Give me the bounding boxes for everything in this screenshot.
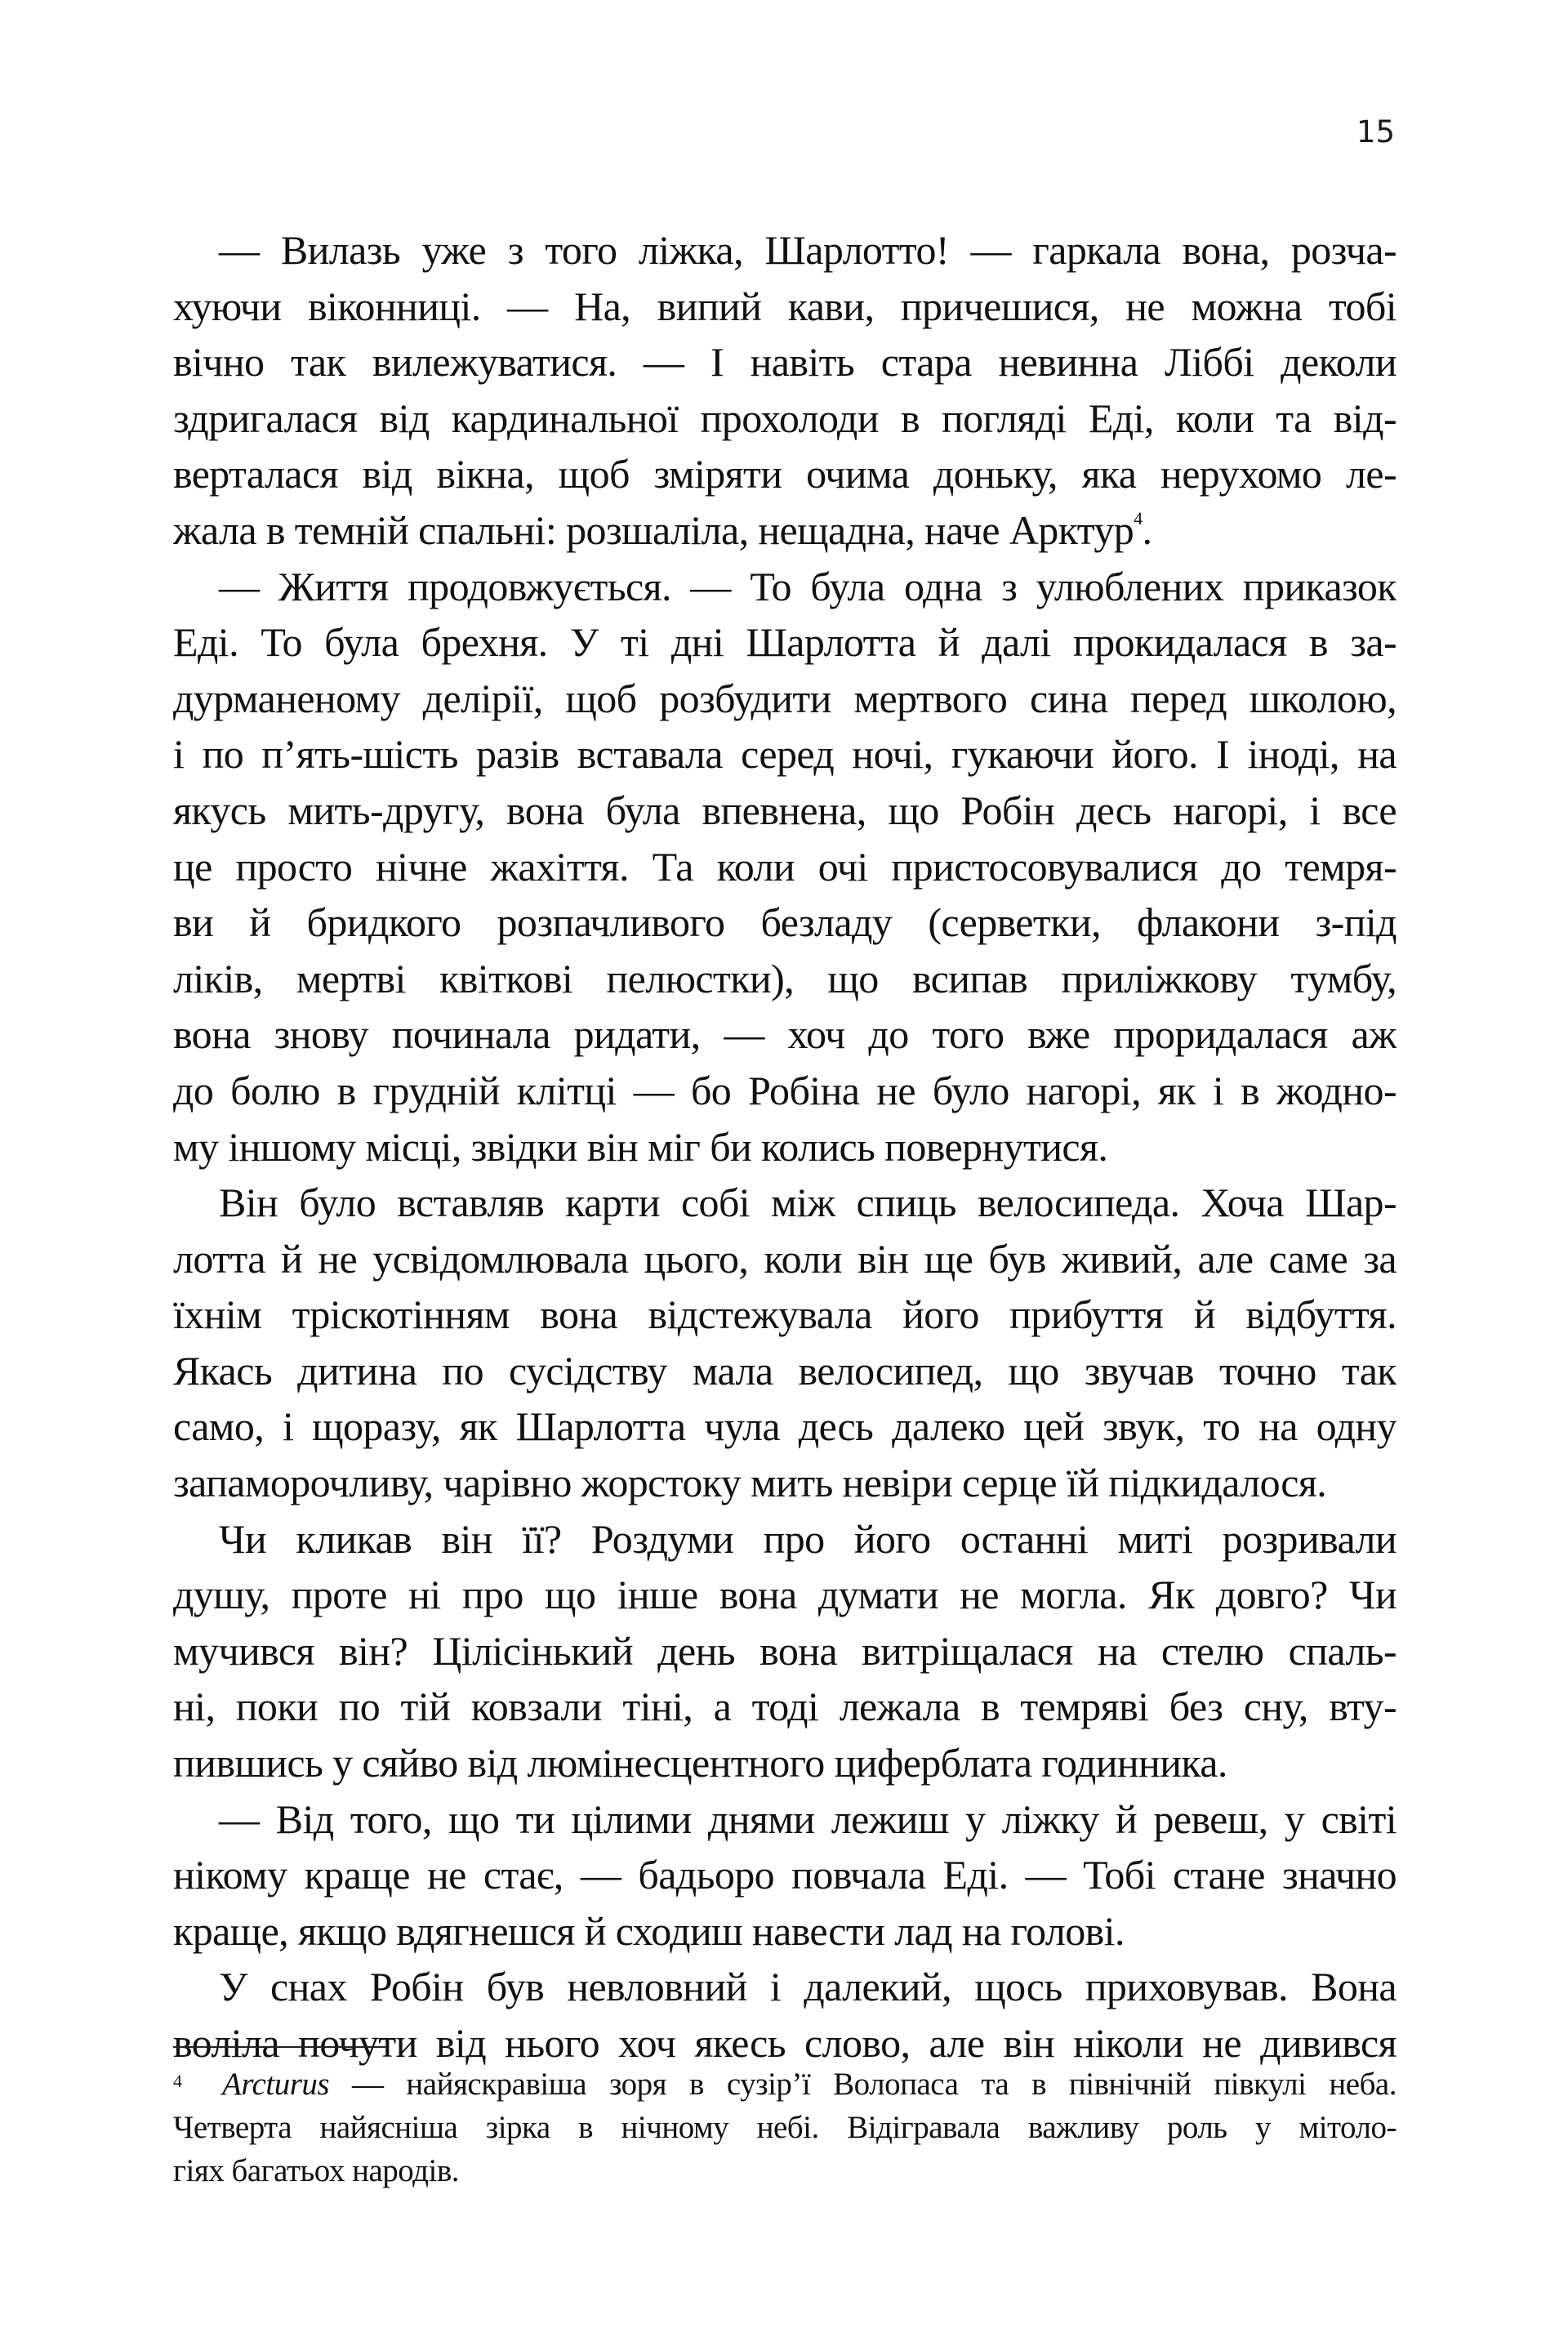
text-line-end: . bbox=[1142, 506, 1152, 553]
text-line: душу, проте ні про що інше вона думати не могла. Як довго? Чи bbox=[173, 1572, 1396, 1618]
text-line: ліків, мертві квіткові пелюстки), що всипав приліжкову тумбу, bbox=[173, 955, 1396, 1001]
text-line: їхнім тріскотінням вона відстежувала його прибуття й відбуття. bbox=[173, 1291, 1396, 1338]
text-line: ні, поки по тій ковзали тіні, а тоді лежала в темряві без сну, вту- bbox=[173, 1684, 1396, 1730]
footnote-line bbox=[222, 2063, 1396, 2106]
text-line: Еді. То була брехня. У ті дні Шарлотта й далі прокидалася в за- bbox=[173, 619, 1396, 666]
text-line: му іншому місці, звідки він міг би колись повернутися. bbox=[173, 1123, 1108, 1170]
footnote-term: Arcturus bbox=[222, 2067, 330, 2102]
text-line: лотта й не усвідомлювала цього, коли він ще був живий, але саме за bbox=[173, 1235, 1396, 1282]
footnote-reference: 4 bbox=[1134, 507, 1143, 529]
footnote bbox=[173, 2063, 1396, 2192]
text-line: здригалася від кардинальної прохолоди в погляді Еді, коли та від- bbox=[173, 395, 1396, 441]
footnote-line-rest: — найяскравіша зоря в сузір’ї Волопаса та в північній півкулі неба. bbox=[329, 2067, 1396, 2102]
footnote-divider bbox=[173, 2046, 385, 2048]
text-line: краще, якщо вдягнешся й сходиш навести лад на голові. bbox=[173, 1907, 1125, 1954]
text-line: верталася від вікна, щоб зміряти очима доньку, яка нерухомо ле- bbox=[173, 451, 1396, 497]
footnote-line: гіях багатьох народів. bbox=[173, 2153, 459, 2188]
main-text bbox=[173, 222, 1396, 2072]
text-line: до болю в грудній клітці — бо Робіна не було нагорі, як і в жодно- bbox=[173, 1067, 1396, 1113]
text-line: У снах Робін був невловний і далекий, щось приховував. Вона bbox=[219, 1964, 1396, 2010]
text-line: Чи кликав він її? Роздуми про його останні миті розривали bbox=[219, 1515, 1396, 1562]
text-line: само, і щоразу, як Шарлотта чула десь далеко цей звук, то на одну bbox=[173, 1403, 1396, 1450]
text-line-content: жала в темній спальні: розшаліла, нещадна, наче Арктур bbox=[173, 506, 1134, 553]
text-line: ви й бридкого розпачливого безладу (серветки, флакони з-під bbox=[173, 899, 1396, 946]
text-line: нікому краще не стає, — бадьоро повчала Еді. — Тобі стане значно bbox=[173, 1852, 1396, 1898]
text-line: воліла почути від нього хоч якесь слово, але він ніколи не дивився bbox=[173, 2020, 1396, 2066]
text-line: і по п’ять-шість разів вставала серед ночі, гукаючи його. І іноді, на bbox=[173, 731, 1396, 778]
page-number: 15 bbox=[1356, 114, 1395, 149]
text-line: якусь мить-другу, вона була впевнена, що Робін десь нагорі, і все bbox=[173, 787, 1396, 833]
text-line: вічно так вилежуватися. — І навіть стара невинна Ліббі деколи bbox=[173, 339, 1396, 386]
text-line: мучився він? Цілісінький день вона витріщалася на стелю спаль- bbox=[173, 1627, 1396, 1674]
text-line bbox=[173, 502, 1396, 559]
text-line: це просто нічне жахіття. Та коли очі пристосовувалися до темря- bbox=[173, 843, 1396, 890]
text-line: хуючи віконниці. — На, випий кави, причешися, не можна тобі bbox=[173, 283, 1396, 329]
text-line: — Вилазь уже з того ліжка, Шарлотто! — гаркала вона, розча- bbox=[219, 227, 1396, 273]
text-line: вона знову починала ридати, — хоч до того вже проридалася аж bbox=[173, 1011, 1396, 1058]
footnote-line: Четверта найясніша зірка в нічному небі. Відігравала важливу роль у мітоло- bbox=[173, 2110, 1396, 2145]
text-line: пившись у сяйво від люмінесцентного циферблата годинника. bbox=[173, 1740, 1227, 1786]
text-line: дурманеному делірії, щоб розбудити мертвого сина перед школою, bbox=[173, 675, 1396, 721]
text-line: — Життя продовжується. — То була одна з улюблених приказок bbox=[219, 563, 1396, 609]
footnote-marker: 4 bbox=[173, 2071, 182, 2091]
text-line: Він було вставляв карти собі між спиць велосипеда. Хоча Шар- bbox=[219, 1180, 1396, 1226]
text-line: Якась дитина по сусідству мала велосипед, що звучав точно так bbox=[173, 1347, 1396, 1394]
text-line: запаморочливу, чарівно жорстоку мить невіри серце їй підкидалося. bbox=[173, 1460, 1327, 1506]
text-line: — Від того, що ти цілими днями лежиш у ліжку й ревеш, у світі bbox=[219, 1795, 1396, 1842]
footnote-body bbox=[173, 2063, 1396, 2192]
